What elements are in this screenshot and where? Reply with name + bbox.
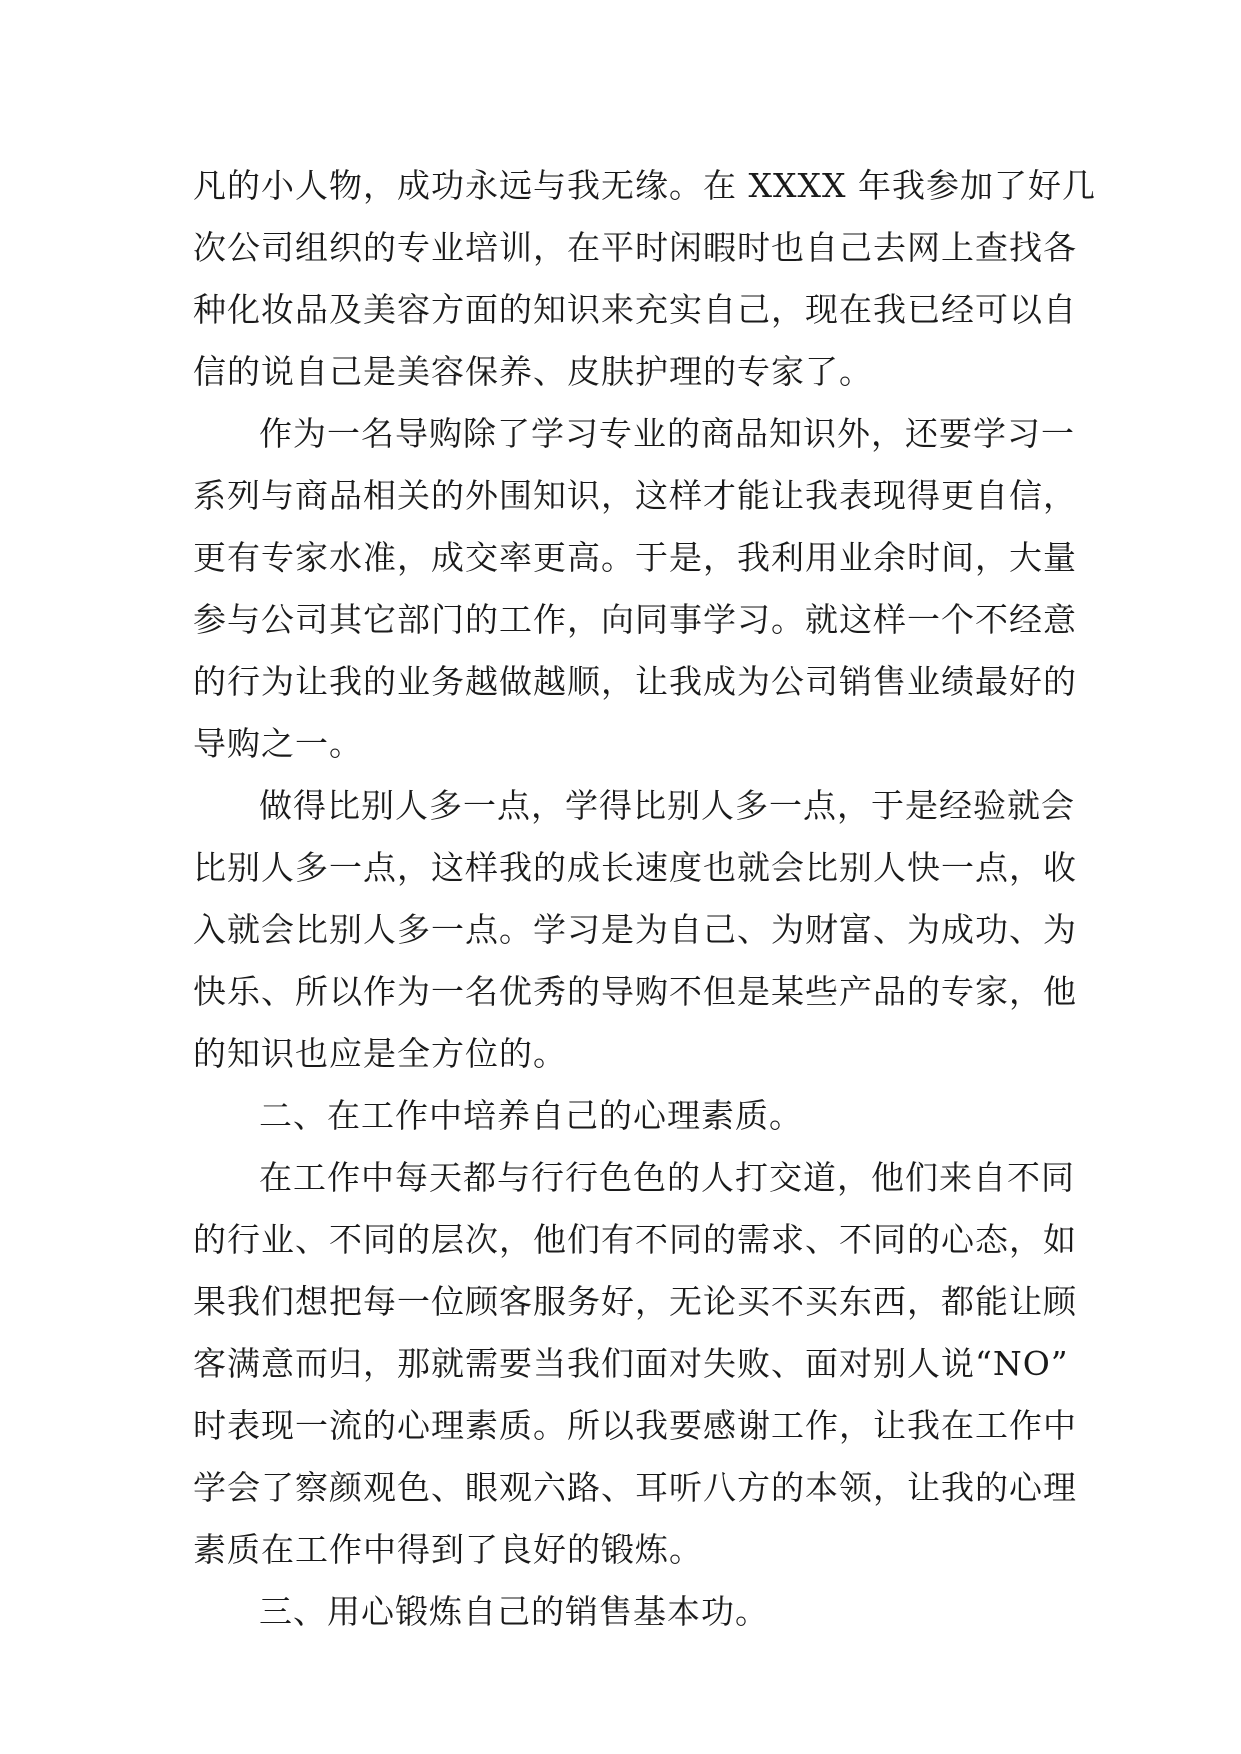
- paragraph-3: [193, 775, 1077, 1085]
- document-body: [193, 155, 1096, 1643]
- paragraph-5: [193, 1147, 1077, 1581]
- text-line: 快乐、所以作为一名优秀的导购不但是某些产品的专家，他: [193, 972, 1077, 1011]
- text-line: 系列与商品相关的外围知识，这样才能让我表现得更自信，: [193, 476, 1077, 515]
- text-line: 的知识也应是全方位的。: [193, 1034, 567, 1073]
- text-line: 参与公司其它部门的工作，向同事学习。就这样一个不经意: [193, 600, 1077, 639]
- text-line: 入就会比别人多一点。学习是为自己、为财富、为成功、为: [193, 910, 1077, 949]
- text-line: 凡的小人物，成功永远与我无缘。在 XXXX 年我参加了好几: [193, 166, 1096, 205]
- text-line: 信的说自己是美容保养、皮肤护理的专家了。: [193, 352, 873, 391]
- section-heading-3: [193, 1581, 1063, 1643]
- text-line: 的行业、不同的层次，他们有不同的需求、不同的心态，如: [193, 1220, 1077, 1259]
- text-line: 客满意而归，那就需要当我们面对失败、面对别人说“NO”: [193, 1344, 1069, 1383]
- text-line: 做得比别人多一点，学得比别人多一点，于是经验就会: [259, 786, 1075, 825]
- heading-line: 二、在工作中培养自己的心理素质。: [259, 1096, 803, 1135]
- section-heading-2: [193, 1085, 1063, 1147]
- paragraph-2: [193, 403, 1077, 775]
- text-line: 学会了察颜观色、眼观六路、耳听八方的本领，让我的心理: [193, 1468, 1077, 1507]
- text-line: 更有专家水准，成交率更高。于是，我利用业余时间，大量: [193, 538, 1077, 577]
- text-line: 在工作中每天都与行行色色的人打交道，他们来自不同: [259, 1158, 1075, 1197]
- heading-line: 三、用心锻炼自己的销售基本功。: [259, 1592, 769, 1631]
- text-line: 作为一名导购除了学习专业的商品知识外，还要学习一: [259, 414, 1075, 453]
- text-line: 果我们想把每一位顾客服务好，无论买不买东西，都能让顾: [193, 1282, 1077, 1321]
- text-line: 素质在工作中得到了良好的锻炼。: [193, 1530, 703, 1569]
- text-line: 时表现一流的心理素质。所以我要感谢工作，让我在工作中: [193, 1406, 1077, 1445]
- paragraph-1: [193, 155, 1096, 403]
- text-line: 次公司组织的专业培训，在平时闲暇时也自己去网上查找各: [193, 228, 1077, 267]
- text-line: 导购之一。: [193, 724, 363, 763]
- text-line: 种化妆品及美容方面的知识来充实自己，现在我已经可以自: [193, 290, 1077, 329]
- text-line: 比别人多一点，这样我的成长速度也就会比别人快一点，收: [193, 848, 1077, 887]
- text-line: 的行为让我的业务越做越顺，让我成为公司销售业绩最好的: [193, 662, 1077, 701]
